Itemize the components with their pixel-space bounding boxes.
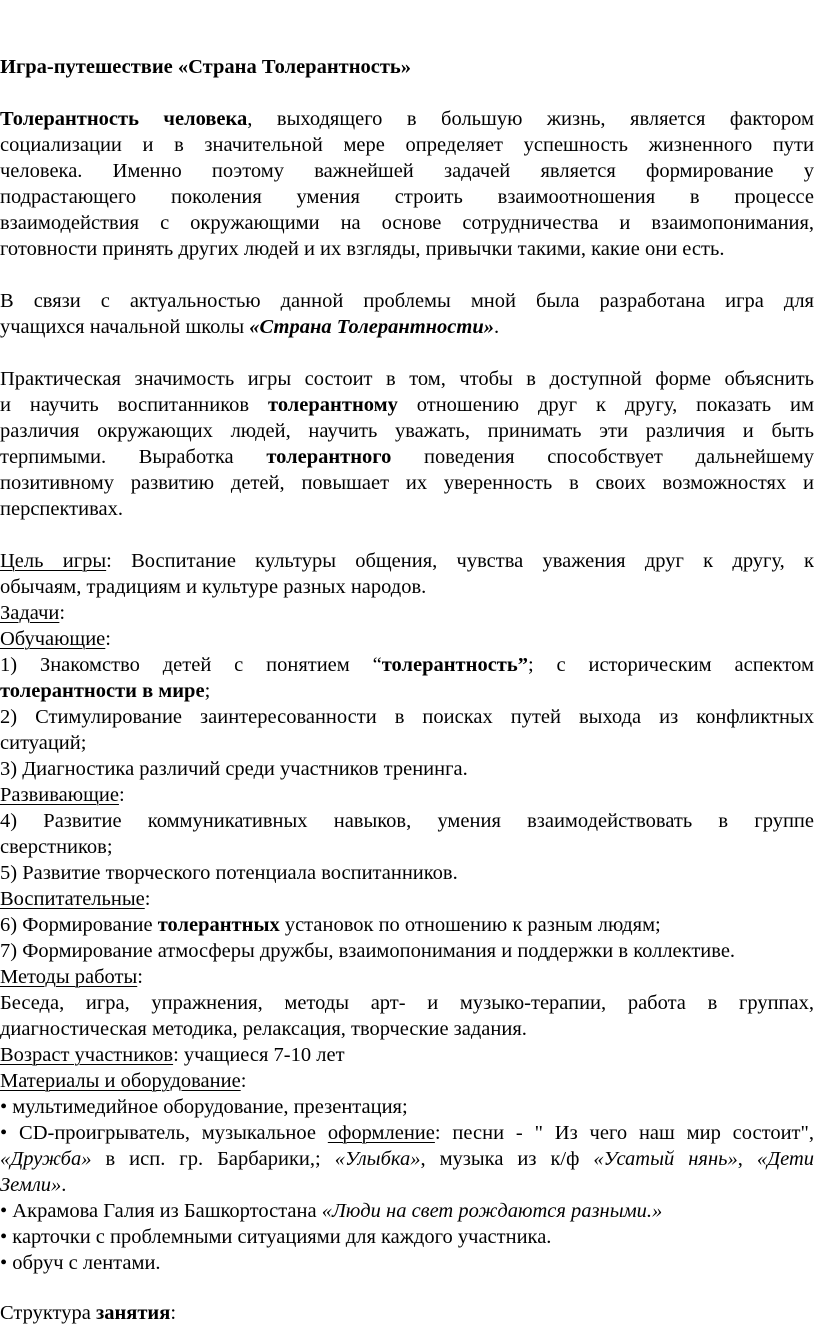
task-5: 5) Развитие творческого потенциала воспитанников.	[0, 862, 458, 884]
goal-label: Цель игры	[0, 550, 107, 572]
materials-item-2-line-3: Земли».	[0, 1174, 67, 1196]
age-line: Возраст участников: учащиеся 7-10 лет	[0, 1044, 345, 1066]
significance-line-6: перспективах.	[0, 498, 123, 520]
intro-line-2: социализации и в значительной мере определяет успешность жизненного пути	[0, 134, 814, 156]
materials-item-2-line-1: • CD-проигрыватель, музыкальное оформление: песни - " Из чего наш мир состоит",	[0, 1122, 815, 1144]
developing-heading: Развивающие:	[0, 784, 125, 806]
materials-heading: Материалы и оборудование:	[0, 1070, 247, 1092]
intro-line-5: взаимодействия с окружающими на основе сотрудничества и взаимопонимания,	[0, 212, 814, 234]
materials-item-5: • обруч с лентами.	[0, 1252, 161, 1274]
methods-heading: Методы работы:	[0, 966, 143, 988]
intro-line-1: Толерантность человека, выходящего в большую жизнь, является фактором	[0, 108, 814, 130]
materials-item-4: • карточки с проблемными ситуациями для каждого участника.	[0, 1226, 552, 1248]
relevance-line-2: учащихся начальной школы «Страна Толерантности».	[0, 316, 500, 338]
significance-line-5: позитивному развитию детей, повышает их уверенность в своих возможностях и	[0, 472, 814, 494]
intro-term: Толерантность человека	[0, 108, 248, 130]
significance-line-1: Практическая значимость игры состоит в том, чтобы в доступной форме объяснить	[0, 368, 814, 390]
task-1-line-1: 1) Знакомство детей с понятием “толерантность”; с историческим аспектом	[0, 654, 814, 676]
relevance-line-1: В связи с актуальностью данной проблемы мной была разработана игра для	[0, 290, 814, 312]
tasks-heading: Задачи:	[0, 602, 66, 624]
intro-line-6: готовности принять других людей и их взгляды, привычки такими, какие они есть.	[0, 238, 725, 260]
document-title: Игра-путешествие «Страна Толерантность»	[0, 56, 412, 78]
structure-heading: Структура занятия:	[0, 1302, 177, 1324]
significance-line-4: терпимыми. Выработка толерантного поведения способствует дальнейшему	[0, 446, 814, 468]
goal-line-1: Цель игры: Воспитание культуры общения, чувства уважения друг к другу, к	[0, 550, 815, 572]
methods-line-2: диагностическая методика, релаксация, творческие задания.	[0, 1018, 527, 1040]
goal-line-2: обычаям, традициям и культуре разных народов.	[0, 576, 427, 598]
materials-item-1: • мультимедийное оборудование, презентация;	[0, 1096, 408, 1118]
game-name: «Страна Толерантности»	[249, 316, 494, 338]
task-4-line-1: 4) Развитие коммуникативных навыков, умения взаимодействовать в группе	[0, 810, 814, 832]
task-1-line-2: толерантности в мире;	[0, 680, 211, 702]
methods-line-1: Беседа, игра, упражнения, методы арт- и музыко-терапии, работа в группах,	[0, 992, 814, 1014]
educational-heading: Обучающие:	[0, 628, 111, 650]
task-2-line-1: 2) Стимулирование заинтересованности в поисках путей выхода из конфликтных	[0, 706, 814, 728]
intro-line-3: человека. Именно поэтому важнейшей задачей является формирование у	[0, 160, 814, 182]
task-6: 6) Формирование толерантных установок по отношению к разным людям;	[0, 914, 661, 936]
materials-item-3: • Акрамова Галия из Башкортостана «Люди на свет рождаются разными.»	[0, 1200, 663, 1222]
materials-item-2-line-2: «Дружба» в исп. гр. Барбарики,; «Улыбка», музыка из к/ф «Усатый нянь», «Дети	[0, 1148, 815, 1170]
task-4-line-2: сверстников;	[0, 836, 113, 858]
upbringing-heading: Воспитательные:	[0, 888, 151, 910]
significance-line-2: и научить воспитанников толерантному отношению друг к другу, показать им	[0, 394, 814, 416]
task-2-line-2: ситуаций;	[0, 732, 87, 754]
task-3: 3) Диагностика различий среди участников тренинга.	[0, 758, 468, 780]
task-7: 7) Формирование атмосферы дружбы, взаимопонимания и поддержки в коллективе.	[0, 940, 736, 962]
significance-line-3: различия окружающих людей, научить уважать, принимать эти различия и быть	[0, 420, 814, 442]
intro-line-4: подрастающего поколения умения строить взаимоотношения в процессе	[0, 186, 814, 208]
